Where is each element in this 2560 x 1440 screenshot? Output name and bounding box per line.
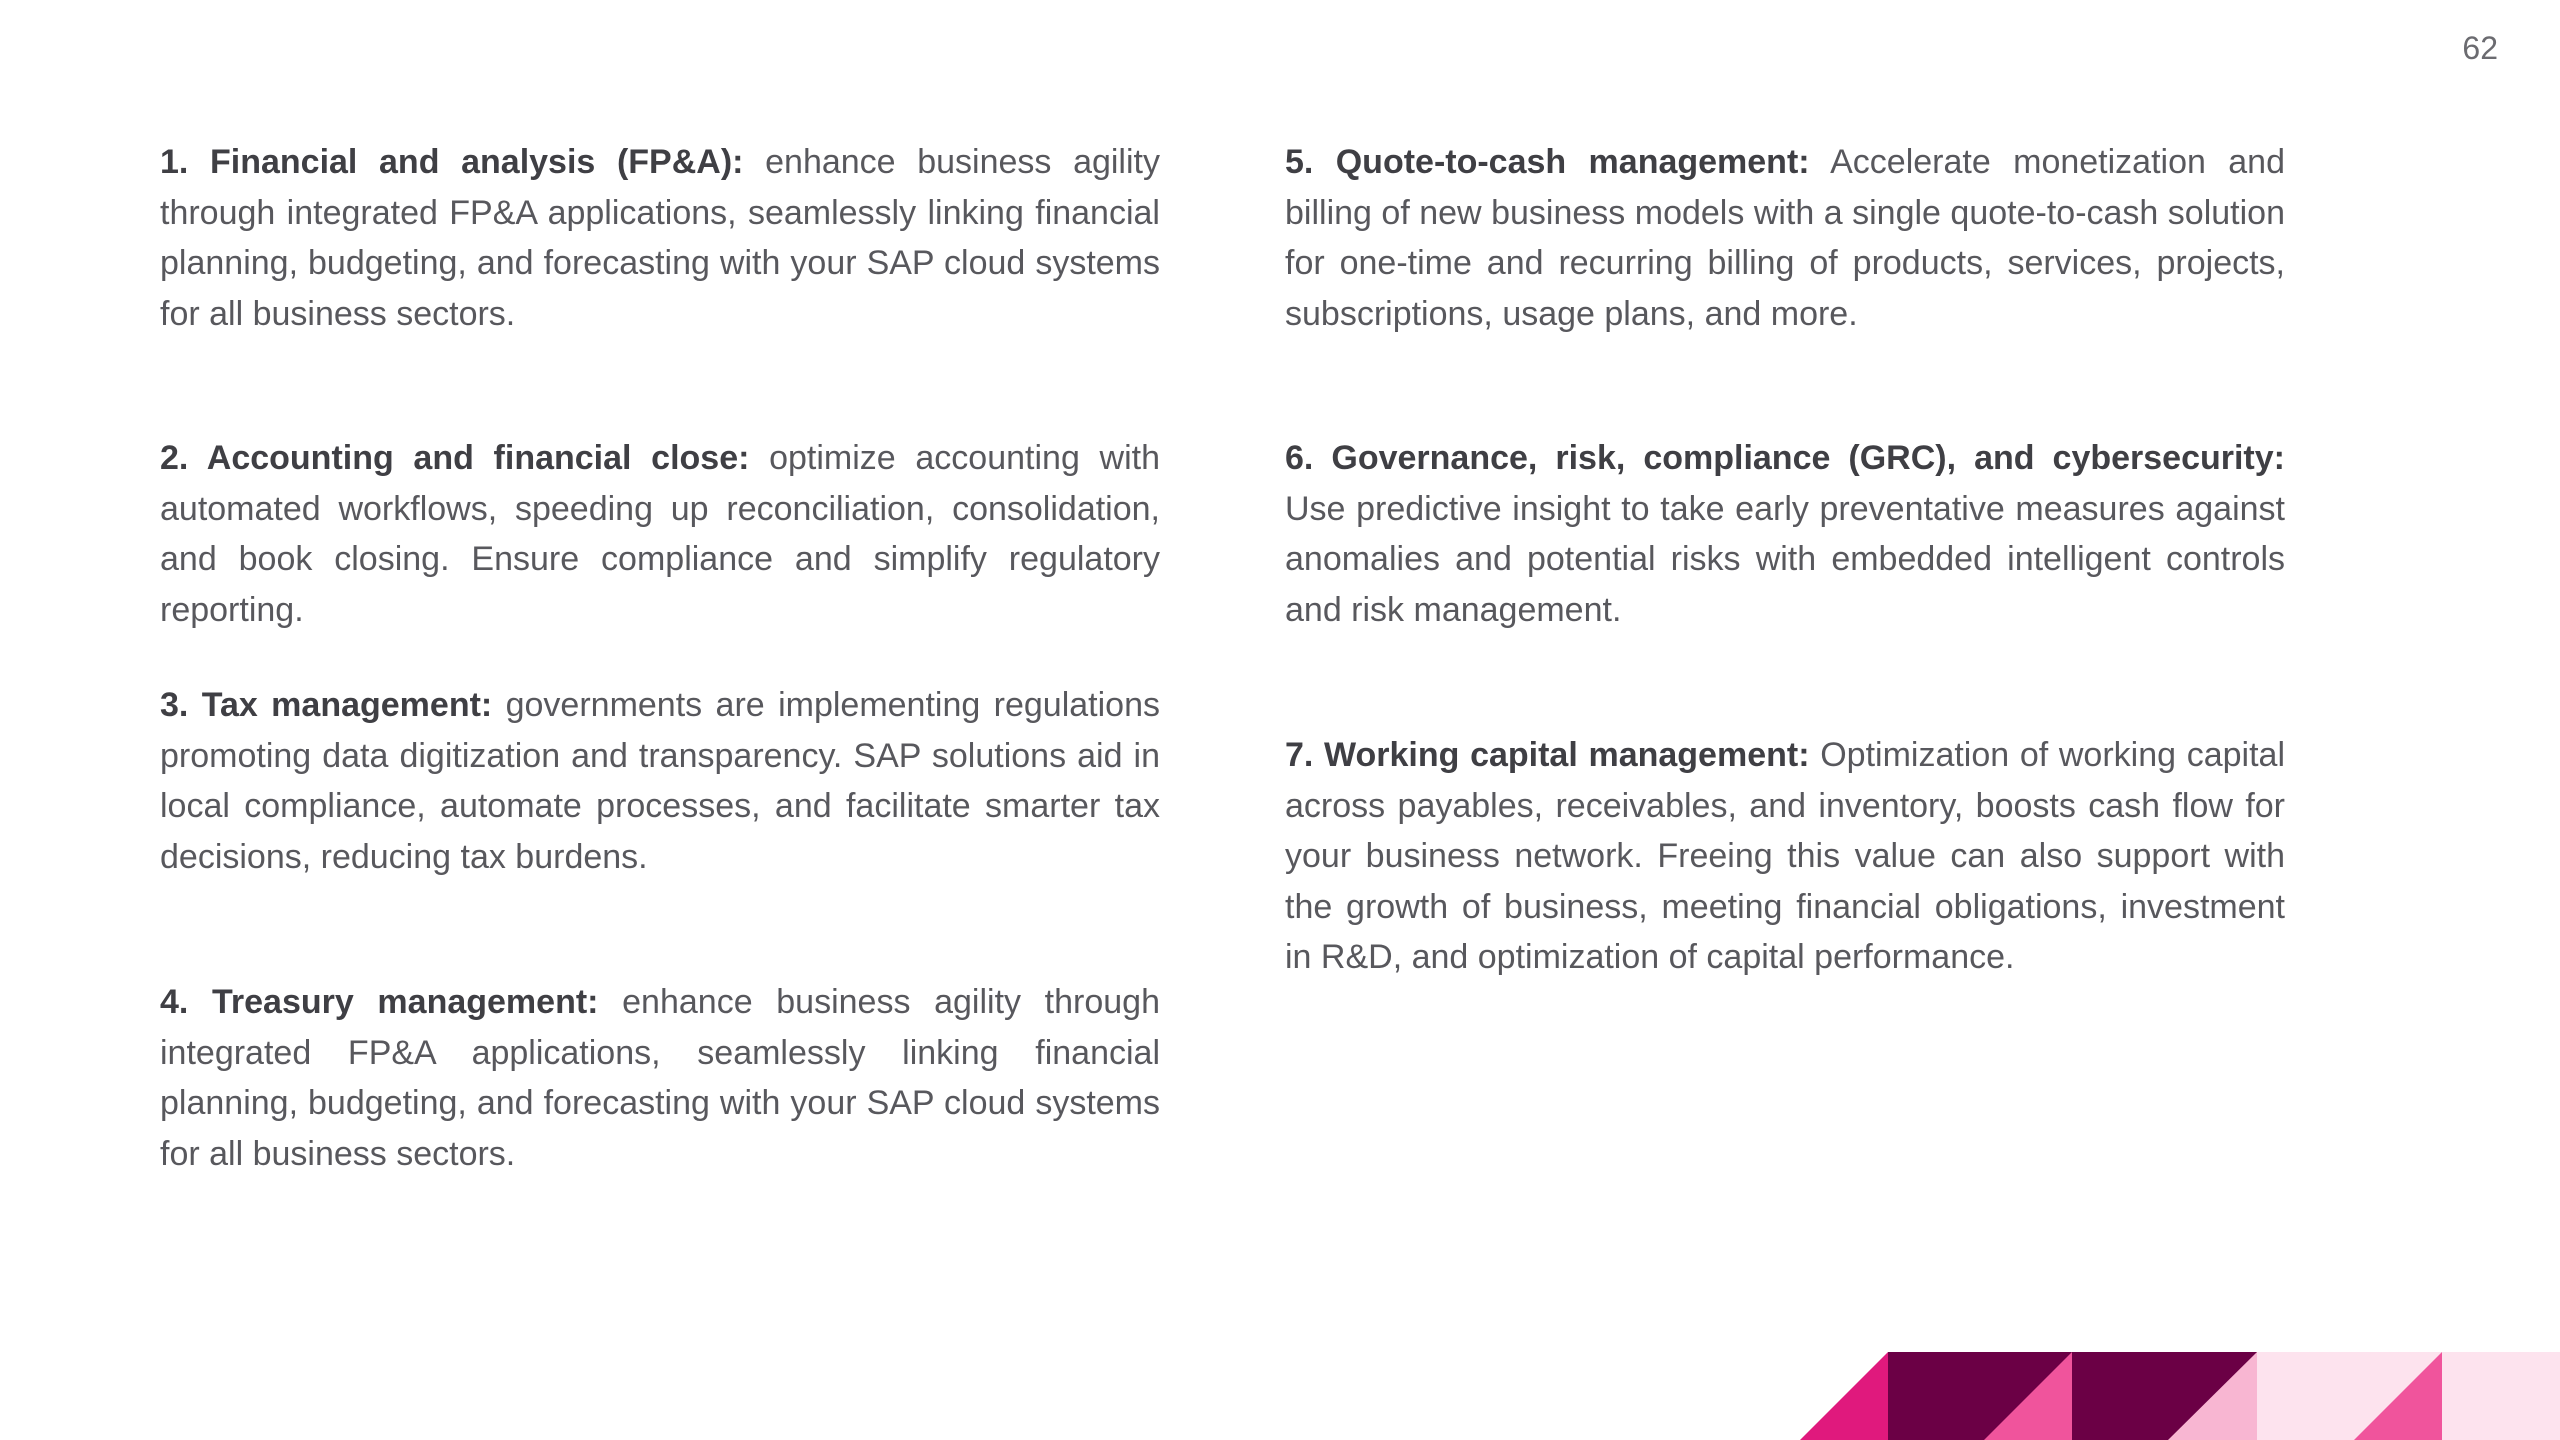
item-treasury-management xyxy=(160,977,1160,1179)
item-body: enhance business agility through integrated FP&A applications, seamlessly linking financial planning, budgeting, and forecasting with your SAP cloud systems for all business sectors. xyxy=(160,143,1160,333)
item-body: Optimization of working capital across payables, receivables, and inventory, boosts cash flow for your business network. Freeing this value can also support with the growth of business, meeting financial obligations, investment in R&D, and optimization of capital performance. xyxy=(1285,736,2285,976)
item-lead: 1. Financial and analysis (FP&A): xyxy=(160,143,744,181)
item-accounting-close xyxy=(160,433,1160,635)
item-body: enhance business agility through integrated FP&A applications, seamlessly linking financial planning, budgeting, and forecasting with your SAP cloud systems for all business sectors. xyxy=(160,983,1160,1173)
page-number: 62 xyxy=(2462,30,2498,66)
item-lead: 4. Treasury management: xyxy=(160,983,599,1021)
item-governance-risk xyxy=(1285,433,2285,635)
item-lead: 5. Quote-to-cash management: xyxy=(1285,143,1810,181)
item-body: Accelerate monetization and billing of new business models with a single quote-to-cash solution for one-time and recurring billing of products, services, projects, subscriptions, usage plans, and more. xyxy=(1285,143,2285,333)
item-working-capital xyxy=(1285,730,2285,983)
item-quote-to-cash xyxy=(1285,137,2285,339)
item-tax-management xyxy=(160,680,1160,882)
item-lead: 7. Working capital management: xyxy=(1285,736,1810,774)
decorative-triangles xyxy=(1800,1352,2560,1440)
item-lead: 3. Tax management: xyxy=(160,686,493,724)
item-lead: 2. Accounting and financial close: xyxy=(160,439,750,477)
item-lead: 6. Governance, risk, compliance (GRC), and cybersecurity: xyxy=(1285,439,2285,477)
item-body: optimize accounting with automated workflows, speeding up reconciliation, consolidation, and book closing. Ensure compliance and simplify regulatory reporting. xyxy=(160,439,1160,629)
item-body: Use predictive insight to take early preventative measures against anomalies and potential risks with embedded intelligent controls and risk management. xyxy=(1285,489,2285,629)
item-financial-analysis xyxy=(160,137,1160,339)
item-body: governments are implementing regulations promoting data digitization and transparency. SAP solutions aid in local compliance, automate processes, and facilitate smarter tax decisions, reducing tax burdens. xyxy=(160,686,1160,876)
deco-block-pale-2 xyxy=(2442,1352,2560,1440)
